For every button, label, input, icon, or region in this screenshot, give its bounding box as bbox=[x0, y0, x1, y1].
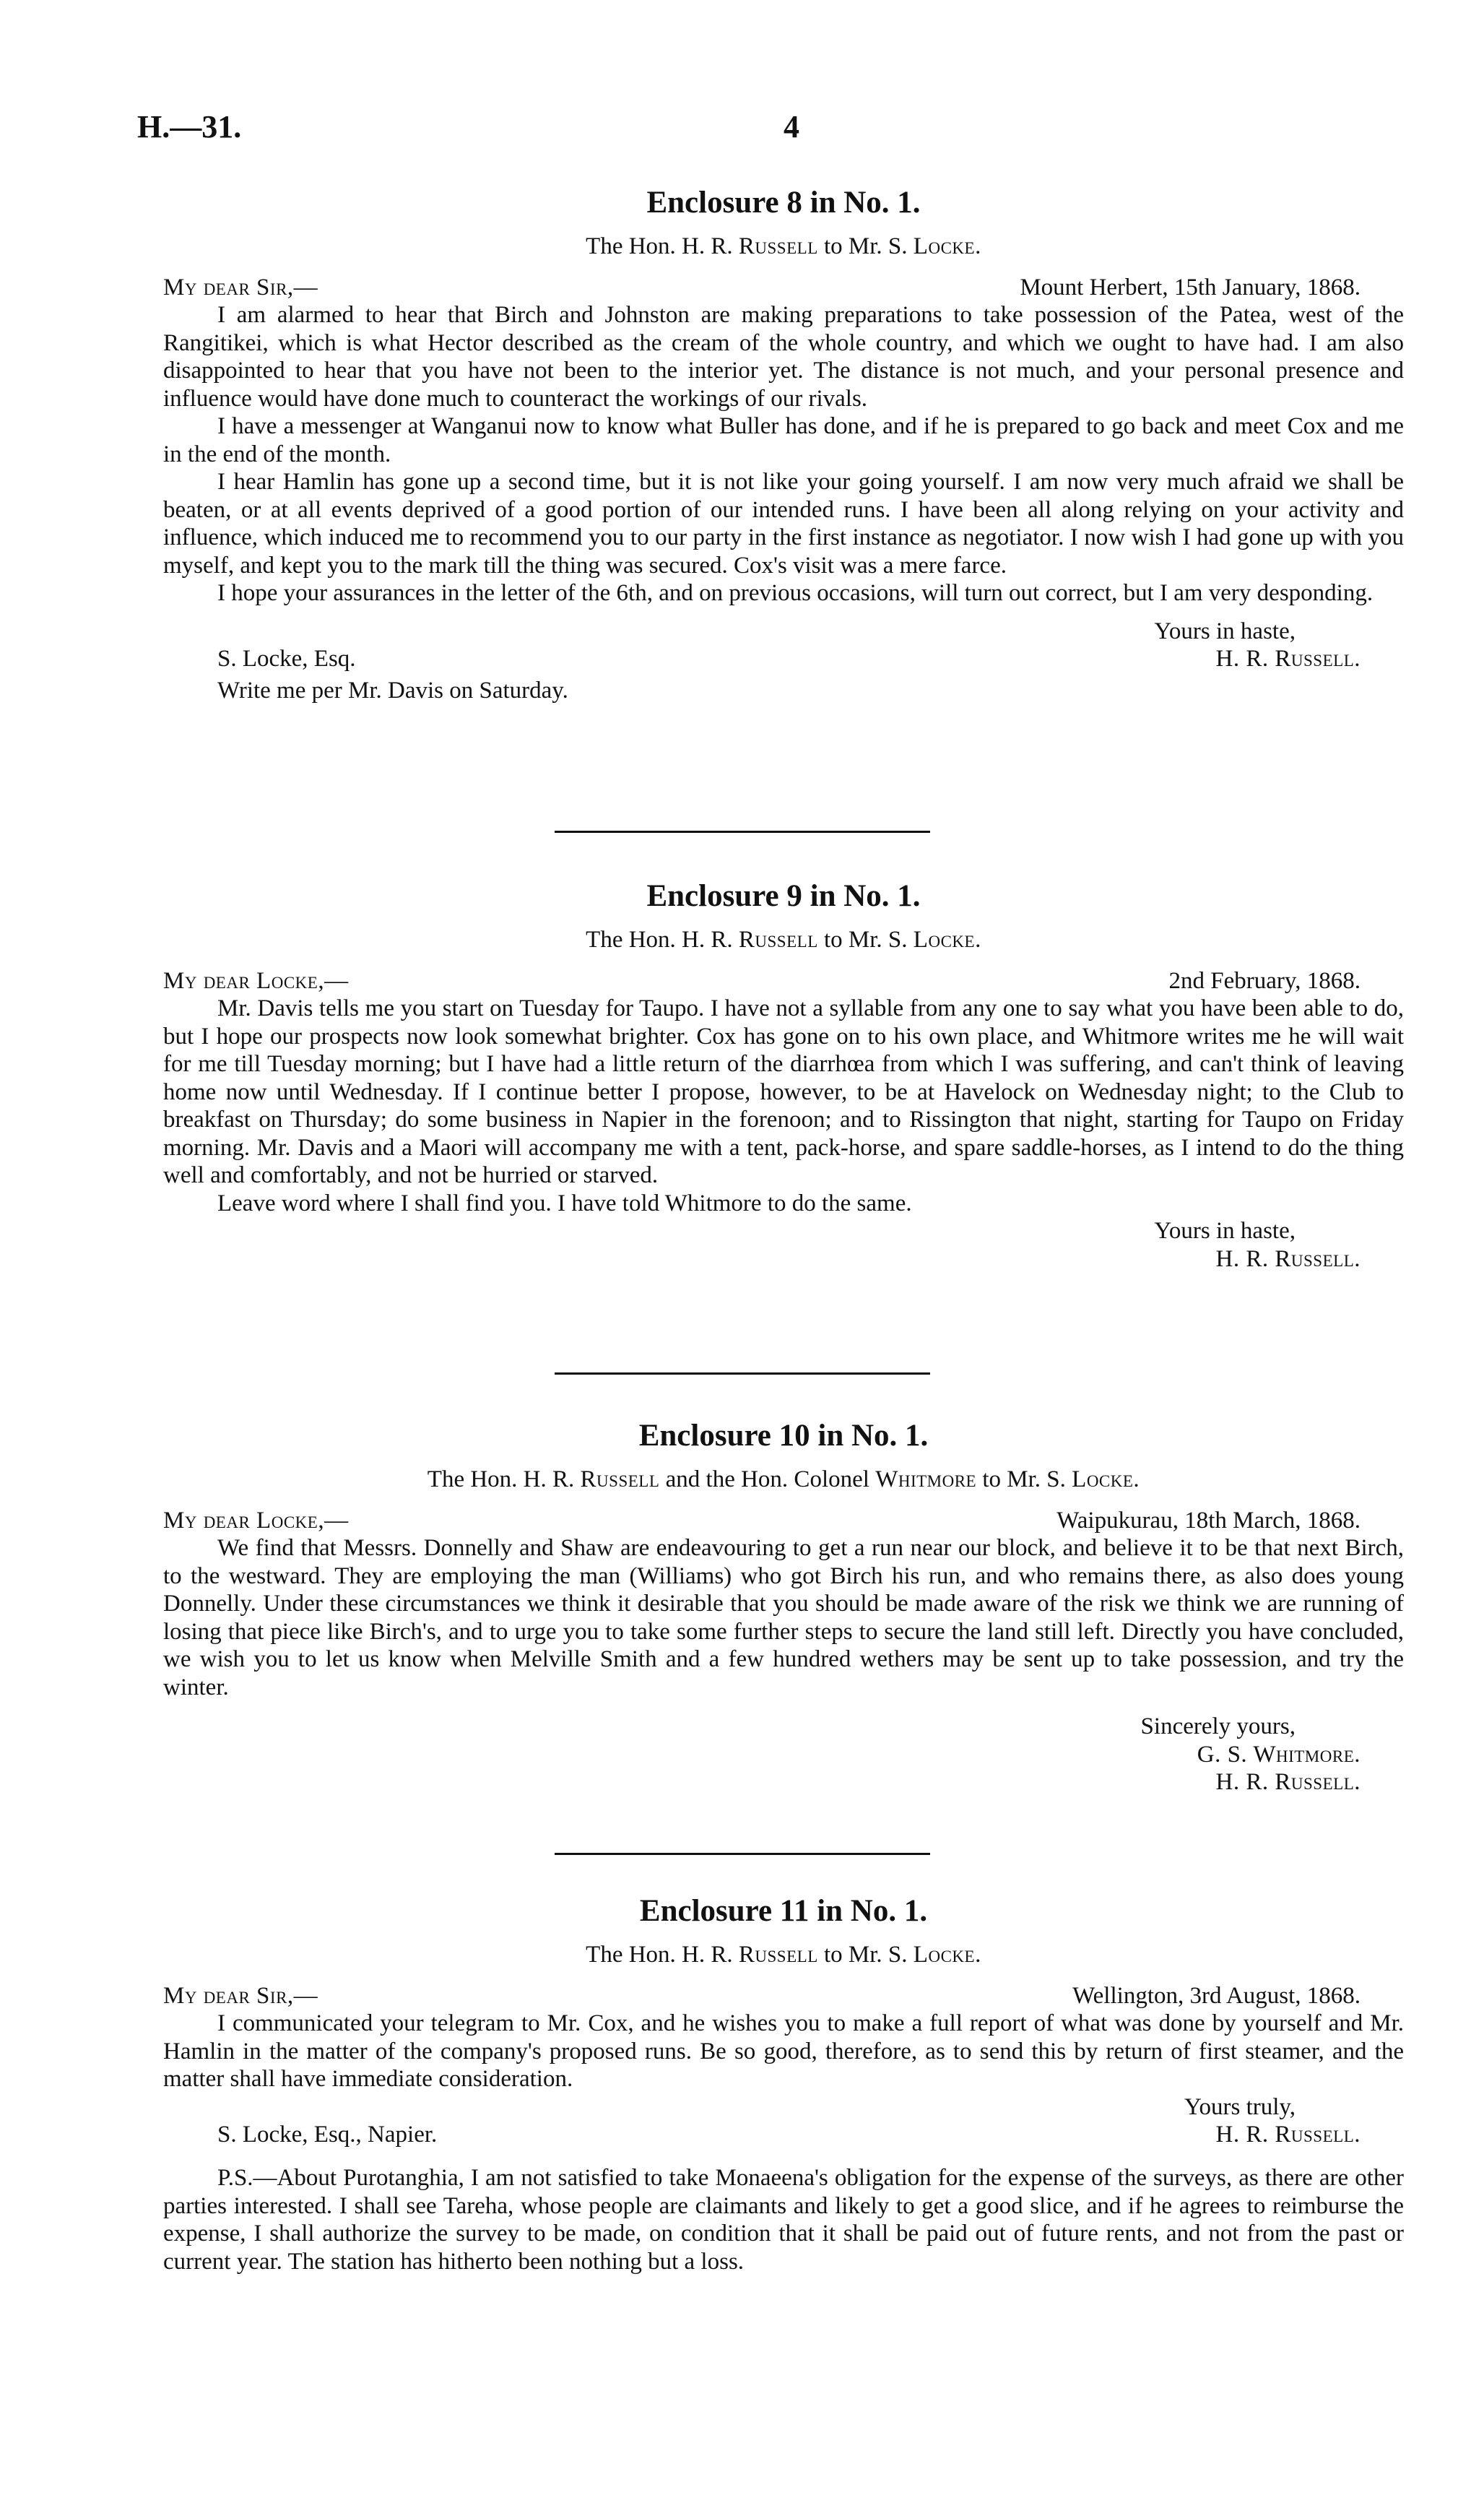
subtitle-text: to Mr. S. bbox=[817, 927, 914, 953]
letter-body bbox=[163, 995, 1404, 1217]
addressee: S. Locke, Esq., Napier. bbox=[217, 2122, 438, 2148]
closing-block bbox=[163, 1713, 1404, 1796]
subtitle-text: The Hon. H. R. bbox=[586, 927, 739, 953]
signature: H. R. Russell. bbox=[1215, 1245, 1361, 1272]
paragraph: I communicated your telegram to Mr. Cox, and he wishes you to make a full report of what was done by yourself and Mr. Hamlin in the matter of the company's proposed runs. Be so good, therefore, as to send this by return of first steamer, and the matter shall have immediate consideration. bbox=[163, 2010, 1404, 2092]
section-divider bbox=[555, 1853, 930, 1855]
letter-date: 2nd February, 1868. bbox=[1168, 968, 1361, 994]
subtitle-text: The Hon. H. R. bbox=[586, 233, 739, 259]
signature: H. R. Russell. bbox=[1215, 646, 1361, 672]
paragraph: Mr. Davis tells me you start on Tuesday for Taupo. I have not a syllable from any one to say what you have been able to do, but I hope our prospects now look somewhat brighter. Cox has gone on to his own place, and Whitmore writes me he will wait for me till Tuesday morning; but I have had a little return of the diarrhœa from which I was suffering, and can't think of leaving home now until Wednesday. If I continue better I propose, however, to be at Havelock on Wednesday night; to the Club to breakfast on Thursday; do some business in Napier in the forenoon; and to Rissington that night, starting for Taupo on Friday morning. Mr. Davis and a Maori will accompany me with a tent, pack-horse, and spare saddle-horses, as I intend to do the thing well and comfortably, and not be hurried or starved. bbox=[163, 995, 1404, 1188]
letter-body bbox=[163, 1534, 1404, 1701]
signature: H. R. Russell. bbox=[1215, 1769, 1361, 1795]
letter-date: Mount Herbert, 15th January, 1868. bbox=[1020, 274, 1361, 300]
letter-date: Wellington, 3rd August, 1868. bbox=[1072, 1983, 1361, 2009]
subtitle-name: Whitmore bbox=[875, 1466, 977, 1492]
page-header bbox=[0, 108, 1484, 152]
enclosure-subtitle bbox=[163, 232, 1404, 261]
letter-date: Waipukurau, 18th March, 1868. bbox=[1056, 1508, 1361, 1534]
subtitle-name: Locke. bbox=[913, 233, 981, 259]
document-reference: H.—31. bbox=[137, 109, 242, 144]
note: Write me per Mr. Davis on Saturday. bbox=[217, 678, 568, 704]
subtitle-name: Locke. bbox=[913, 1942, 981, 1968]
letter-body bbox=[163, 301, 1404, 607]
paragraph: We find that Messrs. Donnelly and Shaw are endeavouring to get a run near our block, and believe it to be that next Birch, to the westward. They are employing the man (Williams) who got Birch his run, and who remains there, as also does young Donnelly. Under these circumstances we think it desirable that you should be made aware of the risk we think we are running of losing that piece like Birch's, and to urge you to take some further steps to secure the land still left. Directly you have concluded, we wish you to let us know when Melville Smith and a few hundred wethers may be sent up to take possession, and try the winter. bbox=[163, 1535, 1404, 1700]
salutation: My dear Sir,— bbox=[163, 274, 318, 300]
subtitle-text: The Hon. H. R. bbox=[427, 1466, 581, 1492]
paragraph: I hope your assurances in the letter of the 6th, and on previous occasions, will turn out correct, but I am very desponding. bbox=[217, 580, 1374, 606]
closing: Yours in haste, bbox=[1154, 618, 1296, 644]
salutation: My dear Locke,— bbox=[163, 968, 349, 994]
addressee: S. Locke, Esq. bbox=[217, 646, 356, 672]
salutation-line bbox=[163, 274, 1404, 301]
enclosure-10 bbox=[163, 1417, 1404, 1796]
subtitle-name: Locke. bbox=[1072, 1466, 1140, 1492]
page-number: 4 bbox=[784, 109, 799, 144]
enclosure-title: Enclosure 11 in No. 1. bbox=[639, 1894, 928, 1928]
paragraph: I hear Hamlin has gone up a second time, but it is not like your going yourself. I am now very much afraid we shall be beaten, or at all events deprived of a good portion of our intended runs. I have been all along relying on your activity and influence, which induced me to recommend you to our party in the first instance as negotiator. I now wish I had gone up with you myself, and kept you to the mark till the thing was secured. Cox's visit was a mere farce. bbox=[163, 469, 1404, 579]
closing: Yours truly, bbox=[1184, 2093, 1296, 2120]
subtitle-text: to Mr. S. bbox=[817, 1942, 914, 1968]
closing: Yours in haste, bbox=[1154, 1218, 1296, 1244]
postscript bbox=[163, 2164, 1404, 2275]
enclosure-11 bbox=[163, 1893, 1404, 2275]
closing-block bbox=[163, 1217, 1404, 1273]
salutation-line bbox=[163, 1982, 1404, 2010]
closing-block bbox=[163, 618, 1404, 705]
closing-block bbox=[163, 2093, 1404, 2149]
enclosure-subtitle bbox=[163, 1940, 1404, 1969]
paragraph: I have a messenger at Wanganui now to know what Buller has done, and if he is prepared to go back and meet Cox and me in the end of the month. bbox=[163, 413, 1404, 467]
subtitle-text: The Hon. H. R. bbox=[586, 1942, 739, 1968]
salutation: My dear Sir,— bbox=[163, 1983, 318, 2009]
paragraph: I am alarmed to hear that Birch and Johnston are making preparations to take possession of the Patea, west of the Rangitikei, which is what Hector described as the cream of the whole country, and which we ought to have had. I am also disappointed to hear that you have not been to the interior yet. The distance is not much, and your personal presence and influence would have done much to counteract the workings of our rivals. bbox=[163, 302, 1404, 412]
enclosure-title: Enclosure 10 in No. 1. bbox=[638, 1419, 929, 1453]
enclosure-title: Enclosure 9 in No. 1. bbox=[646, 879, 921, 913]
enclosure-8 bbox=[163, 184, 1404, 705]
enclosure-9 bbox=[163, 878, 1404, 1273]
subtitle-name: Russell bbox=[738, 233, 818, 259]
subtitle-name: Locke. bbox=[913, 927, 981, 953]
salutation-line bbox=[163, 967, 1404, 995]
section-divider bbox=[555, 1372, 930, 1375]
letter-body bbox=[163, 2010, 1404, 2093]
paragraph: Leave word where I shall find you. I have told Whitmore to do the same. bbox=[217, 1190, 912, 1216]
signature: H. R. Russell. bbox=[1215, 2122, 1361, 2148]
enclosure-subtitle bbox=[163, 1465, 1404, 1494]
postscript-text: P.S.—About Purotanghia, I am not satisfied to take Monaeena's obligation for the expense of the surveys, as there are other parties interested. I shall see Tareha, whose people are claimants and likely to get a good slice, and if he agrees to reimburse the expense, I shall authorize the survey to be made, on condition that it shall be paid out of future rents, and not from the past or current year. The station has hitherto been nothing but a loss. bbox=[163, 2165, 1404, 2275]
enclosure-subtitle bbox=[163, 925, 1404, 954]
salutation-line bbox=[163, 1507, 1404, 1534]
subtitle-name: Russell bbox=[738, 1942, 818, 1968]
enclosure-title: Enclosure 8 in No. 1. bbox=[646, 186, 921, 220]
subtitle-text: to Mr. S. bbox=[817, 233, 914, 259]
closing: Sincerely yours, bbox=[1140, 1713, 1296, 1739]
subtitle-name: Russell bbox=[738, 927, 818, 953]
subtitle-text: and the Hon. Colonel bbox=[659, 1466, 876, 1492]
signature: G. S. Whitmore. bbox=[1197, 1741, 1361, 1768]
subtitle-name: Russell bbox=[580, 1466, 660, 1492]
salutation: My dear Locke,— bbox=[163, 1508, 349, 1534]
section-divider bbox=[555, 831, 930, 833]
subtitle-text: to Mr. S. bbox=[976, 1466, 1072, 1492]
